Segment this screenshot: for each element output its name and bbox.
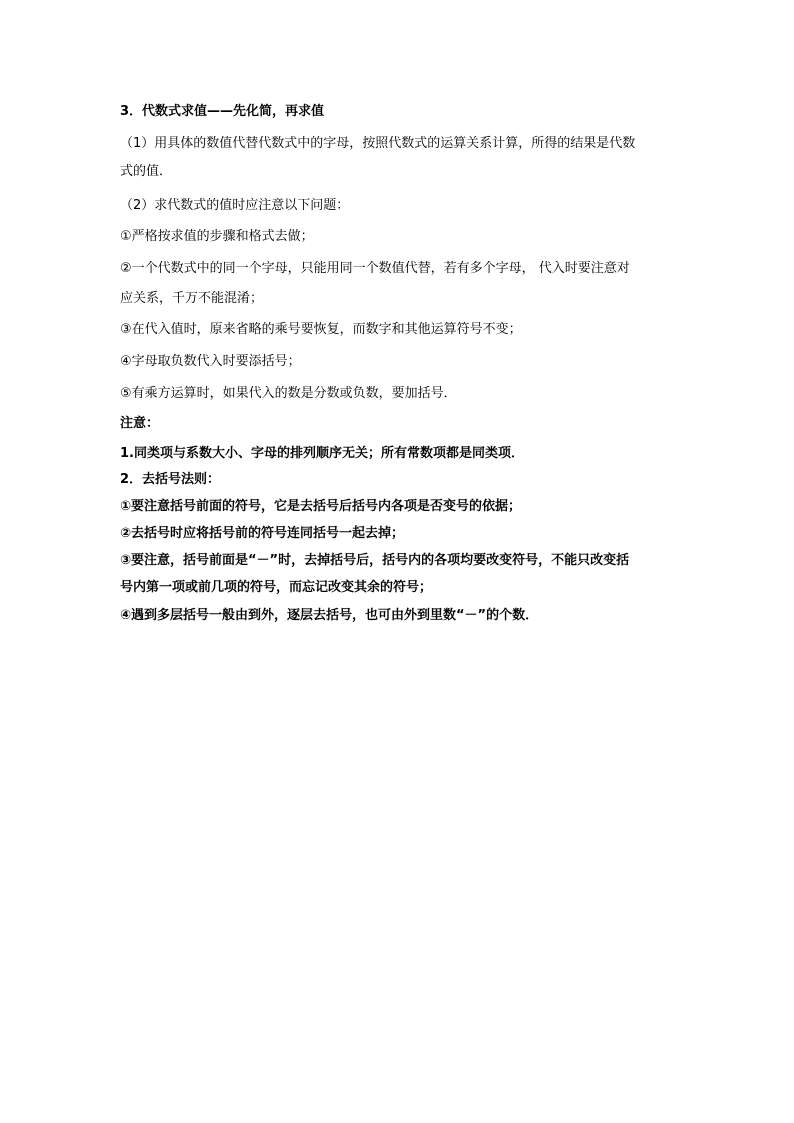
section-3-paragraph-1-line-2: 式的值．: [120, 164, 173, 179]
section-3-item-2-line-1: ②一个代数式中的同一个字母，只能用同一个数值代替，若有多个字母， 代入时要注意对: [120, 261, 630, 276]
section-3-item-2-line-2: 应关系，千万不能混淆；: [120, 291, 264, 306]
section-2-heading: 2．去括号法则：: [120, 472, 221, 487]
section-3-paragraph-1-line-1: （1）用具体的数值代替代数式中的字母，按照代数式的运算关系计算，所得的结果是代数: [120, 136, 636, 151]
section-3-paragraph-2: （2）求代数式的值时应注意以下问题：: [120, 198, 350, 213]
rule-4: ④遇到多层括号一般由到外，逐层去括号，也可由外到里数“－”的个数．: [120, 608, 539, 623]
rule-3-line-1: ③要注意，括号前面是“－”时，去掉括号后，括号内的各项均要改变符号，不能只改变括: [120, 553, 630, 568]
section-3-item-3: ③在代入值时，原来省略的乘号要恢复，而数字和其他运算符号不变；: [120, 322, 522, 337]
rule-1: ①要注意括号前面的符号，它是去括号后括号内各项是否变号的依据；: [120, 499, 522, 514]
rule-2: ②去括号时应将括号前的符号连同括号一起去掉；: [120, 526, 405, 541]
section-3-item-5: ⑤有乘方运算时，如果代入的数是分数或负数，要加括号．: [120, 386, 457, 401]
section-3-item-4: ④字母取负数代入时要添括号；: [120, 354, 301, 369]
rule-3-line-2: 号内第一项或前几项的符号，而忘记改变其余的符号；: [120, 580, 433, 595]
section-3-heading: 3．代数式求值——先化简，再求值: [120, 104, 325, 119]
note-item-1: 1.同类项与系数大小、字母的排列顺序无关；所有常数项都是同类项．: [120, 446, 524, 461]
note-heading: 注意：: [120, 416, 160, 431]
section-3-item-1: ①严格按求值的步骤和格式去做；: [120, 229, 314, 244]
